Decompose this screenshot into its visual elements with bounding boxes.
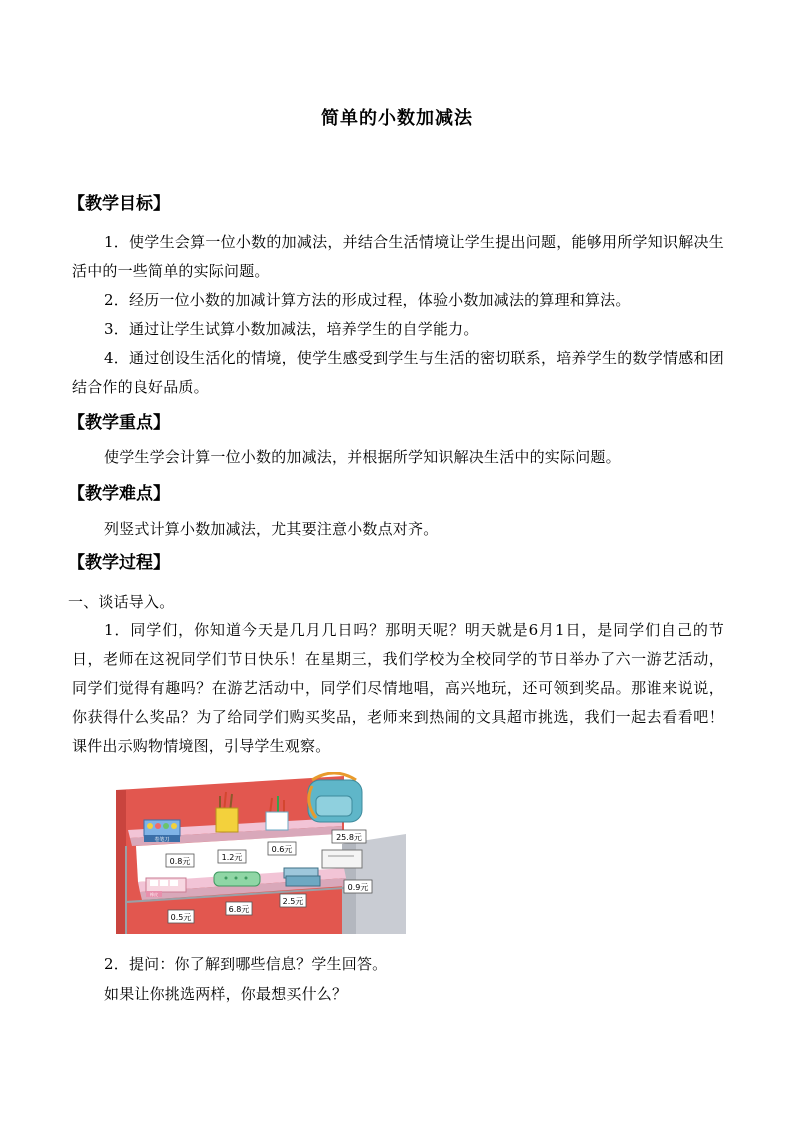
shop-shelf-illustration bbox=[116, 772, 408, 934]
backpack bbox=[308, 773, 362, 822]
pencil-case bbox=[214, 872, 260, 886]
page-title: 简单的小数加减法 bbox=[321, 108, 473, 129]
svg-text:0.6元: 0.6元 bbox=[271, 845, 293, 854]
process-heading: 【教学过程】 bbox=[68, 553, 170, 573]
sharpener-label: 卷笔刀 bbox=[154, 837, 170, 843]
process-para-3: 如果让你挑选两样，你最想买什么？ bbox=[104, 985, 348, 1003]
price-tag-top-1 bbox=[166, 854, 194, 867]
process-para-2: 2．提问：你了解到哪些信息？学生回答。 bbox=[104, 955, 388, 973]
goal-item-4: 4．通过创设生活化的情境，使学生感受到学生与生活的密切联系，培养学生的数学情感和团结合作的良好品质。 bbox=[72, 349, 724, 396]
price-tag-bottom-1 bbox=[168, 910, 194, 923]
sharpener-box bbox=[144, 820, 180, 843]
key-points-heading: 【教学重点】 bbox=[68, 413, 170, 433]
goal-item-3: 3．通过让学生试算小数加减法，培养学生的自学能力。 bbox=[104, 320, 479, 338]
price-tag-bottom-4 bbox=[344, 880, 372, 893]
book bbox=[322, 850, 362, 868]
difficulties-text: 列竖式计算小数加减法，尤其要注意小数点对齐。 bbox=[104, 520, 439, 538]
eraser-label: 橡皮 bbox=[150, 892, 158, 897]
goals-heading: 【教学目标】 bbox=[68, 194, 170, 214]
price-tag-top-2 bbox=[218, 850, 246, 863]
price-tag-bottom-2 bbox=[226, 902, 252, 915]
key-points-text: 使学生学会计算一位小数的加减法，并根据所学知识解决生活中的实际问题。 bbox=[104, 448, 621, 466]
svg-text:1.2元: 1.2元 bbox=[221, 853, 243, 862]
difficulties-heading: 【教学难点】 bbox=[68, 484, 170, 504]
process-subheading: 一、谈话导入。 bbox=[68, 593, 175, 611]
price-tag-top-3 bbox=[268, 842, 296, 855]
goal-item-2: 2．经历一位小数的加减计算方法的形成过程，体验小数加减法的算理和算法。 bbox=[104, 291, 631, 309]
price-tag-top-4 bbox=[332, 830, 366, 843]
svg-text:6.8元: 6.8元 bbox=[228, 905, 250, 914]
svg-text:25.8元: 25.8元 bbox=[336, 833, 362, 842]
process-para-1: 1．同学们，你知道今天是几月几日吗？那明天呢？明天就是6月1日，是同学们自己的节日，老师在这祝同学们节日快乐！在星期三，我们学校为全校同学的节日举办了六一游艺活动，同学们觉得有趣吗？在游艺活动中，同学们尽情地唱，高兴地玩，还可领到奖品。那谁来说说，你获得什么奖品？为了给同学们购买奖品，老师来到热闹的文具超市挑选，我们一起去看看吧！课件出示购物情境图，引导学生观察。 bbox=[72, 621, 724, 755]
notebook-stack bbox=[284, 868, 320, 886]
goal-item-1: 1．使学生会算一位小数的加减法，并结合生活情境让学生提出问题，能够用所学知识解决生活中的一些简单的实际问题。 bbox=[72, 233, 724, 280]
svg-text:0.5元: 0.5元 bbox=[170, 913, 192, 922]
svg-text:2.5元: 2.5元 bbox=[282, 897, 304, 906]
svg-text:0.9元: 0.9元 bbox=[347, 883, 369, 892]
price-tag-bottom-3 bbox=[280, 894, 306, 907]
svg-text:0.8元: 0.8元 bbox=[169, 857, 191, 866]
